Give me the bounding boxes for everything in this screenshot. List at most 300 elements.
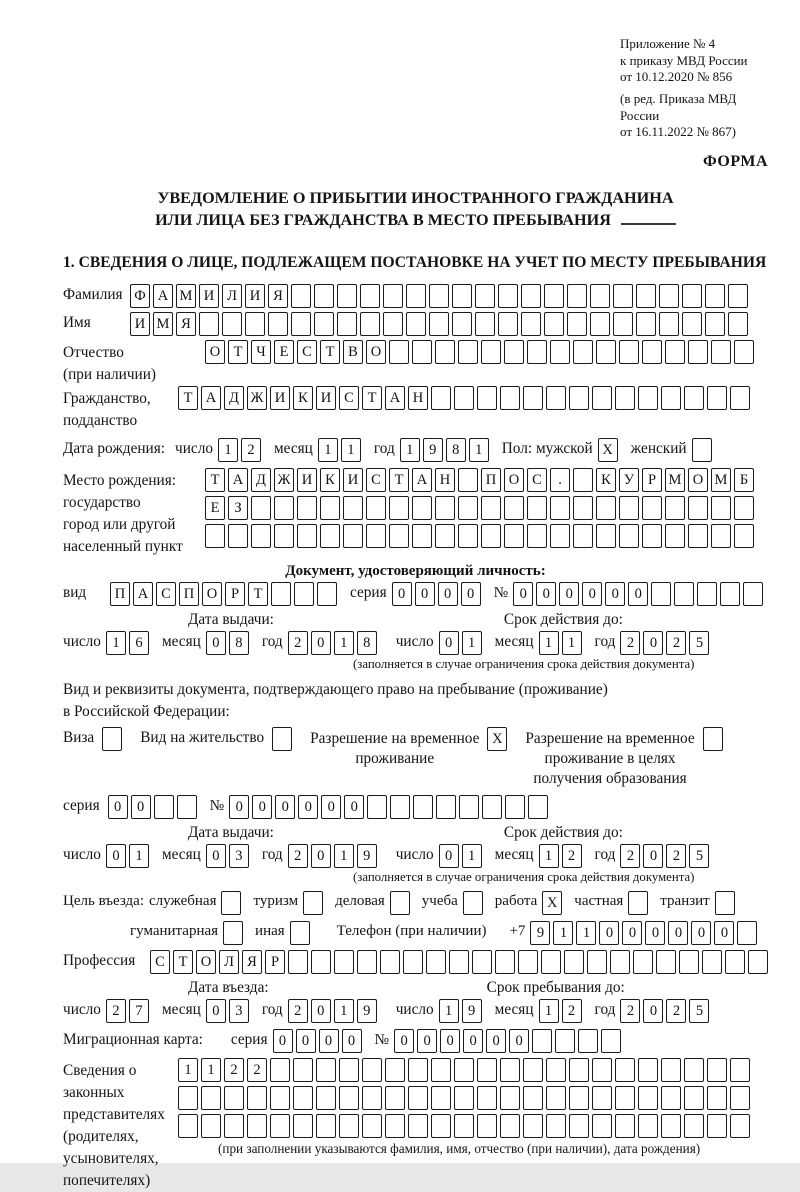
visa-checkbox[interactable] [102,727,125,751]
title-underline [621,221,676,225]
char-box [573,468,593,492]
char-box [454,386,474,410]
char-box: 0 [486,1029,506,1053]
char-box [615,1114,635,1138]
char-box: 1 [201,1058,221,1082]
profession-label: Профессия [63,952,136,970]
char-box: И [270,386,290,410]
firstname-field[interactable] [130,312,751,336]
char-box [636,284,656,308]
char-box: 5 [689,631,709,655]
char-box [610,950,630,974]
char-box [431,386,451,410]
char-box: 1 [469,438,489,462]
purpose-transit-checkbox[interactable] [715,891,738,915]
char-box [615,386,635,410]
char-box: А [385,386,405,410]
residence-series-field[interactable] [108,795,200,819]
purpose-tourism-checkbox[interactable] [303,891,326,915]
citizenship-label: Гражданство, подданство [63,390,151,430]
char-box: 1 [129,844,149,868]
stay-until-date: число 1 9 месяц 1 2 год 2 0 2 5 [396,999,713,1023]
char-box: М [153,312,173,336]
char-box [592,1058,612,1082]
char-box: 2 [288,999,308,1023]
char-box: Ф [130,284,150,308]
char-box [314,312,334,336]
char-box [316,1058,336,1082]
surname-label: Фамилия [63,286,123,304]
char-box: Р [265,950,285,974]
purpose-row-2: гуманитарная иная Телефон (при наличии) +7 9 1 1 0 0 0 0 0 0 [63,921,768,945]
char-box: 2 [666,844,686,868]
char-box [748,950,768,974]
char-box [270,1086,290,1110]
char-box: 0 [438,582,458,606]
char-box [317,582,337,606]
char-box: Т [248,582,268,606]
char-box: 2 [247,1058,267,1082]
char-box [590,312,610,336]
char-box: С [527,468,547,492]
char-box [665,340,685,364]
char-box [541,950,561,974]
doc-number-label: № [493,584,509,602]
entry-month-field[interactable] [206,999,252,1023]
char-box [406,312,426,336]
char-box [408,1086,428,1110]
char-box [271,582,291,606]
char-box: 1 [439,999,459,1023]
stay-month-field[interactable] [539,999,585,1023]
char-box: Н [408,386,428,410]
residence-issue-day[interactable] [106,844,152,868]
char-box [688,496,708,520]
char-box: 0 [206,999,226,1023]
title-line-2: ИЛИ ЛИЦА БЕЗ ГРАЖДАНСТВА В МЕСТО ПРЕБЫВАНИЯ [63,209,768,232]
char-box [389,524,409,548]
char-box: 2 [620,631,640,655]
stay-year-field[interactable] [620,999,712,1023]
char-box [291,312,311,336]
char-box: 2 [288,631,308,655]
title-line-1: УВЕДОМЛЕНИЕ О ПРИБЫТИИ ИНОСТРАННОГО ГРАЖДАНИНА [157,188,674,207]
char-box [293,1058,313,1082]
char-box [177,795,197,819]
char-box [546,386,566,410]
char-box [711,340,731,364]
char-box [320,496,340,520]
char-box: О [366,340,386,364]
char-box [274,524,294,548]
char-box: Я [268,284,288,308]
char-box: Ч [251,340,271,364]
char-box: 5 [689,999,709,1023]
char-box [360,312,380,336]
temp-permit-checkbox[interactable] [487,727,510,751]
doc-series-label: серия [350,584,387,602]
char-box: 0 [461,582,481,606]
char-box [367,795,387,819]
char-box [730,1058,750,1082]
char-box [245,312,265,336]
birth-place-field-3[interactable] [205,524,757,548]
residence-valid-day[interactable] [439,844,485,868]
char-box: Т [178,386,198,410]
char-box [569,386,589,410]
char-box [684,386,704,410]
birth-place-field-2[interactable] [205,496,757,520]
char-box [587,950,607,974]
char-box: 0 [599,921,619,945]
char-box [224,1086,244,1110]
char-box [383,284,403,308]
char-box: А [228,468,248,492]
char-box [638,386,658,410]
representatives-note: (при заполнении указываются фамилия, имя, отчество (при наличии), дата рождения) [218,1141,701,1157]
purpose-official-checkbox[interactable] [221,891,244,915]
char-box: Я [242,950,262,974]
valid-month-field[interactable] [539,631,585,655]
char-box: И [199,284,219,308]
char-box [228,524,248,548]
char-box [385,1086,405,1110]
entry-date: число 2 7 месяц 0 3 год 2 0 1 9 [63,999,380,1023]
issue-date-label: Дата выдачи: [188,611,274,629]
char-box [178,1086,198,1110]
char-box: 9 [357,844,377,868]
birth-place-label: Место рождения: государство город или другой населенный пункт [63,472,183,556]
residence-number-field[interactable] [229,795,551,819]
char-box [343,496,363,520]
char-box [707,1086,727,1110]
char-box [362,1114,382,1138]
char-box: Т [320,340,340,364]
char-box: К [293,386,313,410]
char-box [697,582,717,606]
char-box [178,1114,198,1138]
char-box: Т [362,386,382,410]
purpose-humanitarian-checkbox[interactable] [223,921,246,945]
purpose-private-checkbox[interactable] [628,891,651,915]
char-box [362,1086,382,1110]
migration-number-field[interactable] [394,1029,624,1053]
residence-valid-month[interactable] [539,844,585,868]
char-box [573,340,593,364]
char-box [247,1086,267,1110]
char-box [642,524,662,548]
appendix-line: к приказу МВД России [620,52,748,68]
char-box [527,340,547,364]
char-box: Я [176,312,196,336]
issue-year-field[interactable] [288,631,380,655]
char-box: 1 [218,438,238,462]
char-box [518,950,538,974]
identity-doc-heading: Документ, удостоверяющий личность: [285,563,546,580]
identity-dates-row [63,631,768,655]
identity-dates-head [63,611,768,629]
birth-year-field[interactable] [400,438,492,462]
representatives-field-1[interactable] [178,1058,753,1082]
char-box [274,496,294,520]
female-checkbox[interactable] [692,438,715,462]
char-box: 2 [224,1058,244,1082]
purpose-study-checkbox[interactable] [463,891,486,915]
char-box [682,284,702,308]
char-box: 3 [229,844,249,868]
char-box [293,1086,313,1110]
purpose-work-checkbox[interactable] [542,891,565,915]
char-box: 9 [357,999,377,1023]
char-box: 2 [562,999,582,1023]
char-box [454,1086,474,1110]
char-box [459,795,479,819]
doc-kind-field[interactable] [110,582,340,606]
birth-place-field-1[interactable] [205,468,757,492]
char-box [475,284,495,308]
representatives-label: Сведения о законных представителях (родителях, усыновителях, попечителях) [63,1062,165,1190]
char-box: 1 [539,999,559,1023]
residence-issue-date: число 0 1 месяц 0 3 год 2 0 1 9 [63,844,380,868]
char-box: 1 [178,1058,198,1082]
appendix-line: Приложение № 4 [620,36,716,51]
char-box: 0 [344,795,364,819]
char-box [550,340,570,364]
char-box: 1 [334,844,354,868]
stay-day-field[interactable] [439,999,485,1023]
char-box [638,1086,658,1110]
char-box [596,340,616,364]
char-box [454,1114,474,1138]
char-box [268,312,288,336]
profession-field[interactable] [150,950,771,974]
char-box: 0 [559,582,579,606]
char-box: 0 [321,795,341,819]
residence-issue-month[interactable] [206,844,252,868]
char-box: О [202,582,222,606]
char-box: М [665,468,685,492]
char-box [567,312,587,336]
char-box: Е [274,340,294,364]
char-box [544,312,564,336]
char-box [661,386,681,410]
char-box [734,496,754,520]
char-box: 0 [536,582,556,606]
char-box: Т [173,950,193,974]
issue-month-field[interactable] [206,631,252,655]
char-box [523,1086,543,1110]
char-box [458,340,478,364]
char-box: 0 [342,1029,362,1053]
residence-permit-checkbox[interactable] [272,727,295,751]
valid-year-field[interactable] [620,631,712,655]
char-box: 1 [539,631,559,655]
char-box [569,1086,589,1110]
char-box: Р [642,468,662,492]
char-box: Ж [274,468,294,492]
representatives-field-2[interactable] [178,1086,753,1110]
char-box: И [343,468,363,492]
sex-male-label: Пол: мужской [501,440,593,458]
char-box: 5 [689,844,709,868]
char-box: 0 [440,1029,460,1053]
char-box [290,921,310,945]
phone-field[interactable] [530,921,760,945]
char-box [201,1086,221,1110]
valid-day-field[interactable] [439,631,485,655]
migration-card-label: Миграционная карта: [63,1031,203,1049]
char-box: П [481,468,501,492]
char-box [707,386,727,410]
char-box: 8 [446,438,466,462]
migration-card-row [63,1029,768,1053]
entry-year-field[interactable] [288,999,380,1023]
char-box [523,1114,543,1138]
char-box [102,727,122,751]
citizenship-field[interactable] [178,386,753,410]
char-box [546,1058,566,1082]
month-word: месяц [273,440,313,458]
temp-permit-option: Разрешение на временное проживание X [310,727,510,769]
char-box [638,1058,658,1082]
entry-day-field[interactable] [106,999,152,1023]
char-box: 9 [423,438,443,462]
char-box [389,340,409,364]
char-box: 3 [229,999,249,1023]
char-box [679,950,699,974]
firstname-row [63,312,768,336]
residence-issue-year[interactable] [288,844,380,868]
validity-note: (заполняется в случае ограничения срока действия документа) [353,657,695,672]
char-box: В [343,340,363,364]
char-box [504,340,524,364]
char-box [684,1086,704,1110]
surname-field[interactable] [130,284,751,308]
char-box [651,582,671,606]
char-box [638,1114,658,1138]
char-box: X [598,438,618,462]
representatives-row [63,1058,768,1192]
char-box: 0 [605,582,625,606]
char-box [270,1114,290,1138]
purpose-row-1: Цель въезда: служебная туризм деловая учеба работа X частная транзит [63,891,768,915]
char-box: X [542,891,562,915]
entry-dates-head: Дата въезда: Срок пребывания до: [188,979,625,997]
migration-series-field[interactable] [273,1029,365,1053]
char-box: 2 [666,999,686,1023]
char-box: 6 [129,631,149,655]
char-box [619,524,639,548]
char-box [619,340,639,364]
char-box [481,496,501,520]
char-box [615,1086,635,1110]
char-box: . [550,468,570,492]
char-box: И [130,312,150,336]
char-box [573,496,593,520]
identity-valid-date: число 0 1 месяц 1 1 год 2 0 2 5 [396,631,713,655]
char-box [481,524,501,548]
char-box: С [297,340,317,364]
char-box [431,1086,451,1110]
birth-day-field[interactable] [218,438,264,462]
patronymic-field[interactable] [205,340,757,364]
char-box: 0 [108,795,128,819]
char-box: 0 [311,844,331,868]
char-box [544,284,564,308]
residence-doc-intro: Вид и реквизиты документа, подтверждающего право на пребывание (проживание) в Российской Федерации: [63,681,608,721]
char-box [730,1114,750,1138]
char-box [435,524,455,548]
page-title [63,187,768,232]
male-checkbox[interactable] [598,438,621,462]
char-box [224,1114,244,1138]
purpose-business-checkbox[interactable] [390,891,413,915]
char-box [546,1086,566,1110]
char-box: Т [205,468,225,492]
char-box [569,1058,589,1082]
char-box [707,1058,727,1082]
char-box: Ж [247,386,267,410]
char-box: 0 [513,582,533,606]
doc-series-field[interactable] [392,582,484,606]
char-box [684,1114,704,1138]
edu-permit-checkbox[interactable] [703,727,726,751]
char-box: 1 [400,438,420,462]
char-box: С [366,468,386,492]
char-box: А [153,284,173,308]
char-box [500,1086,520,1110]
char-box [578,1029,598,1053]
char-box [412,524,432,548]
char-box [380,950,400,974]
char-box [734,524,754,548]
char-box [429,312,449,336]
char-box [500,1058,520,1082]
char-box [477,1058,497,1082]
char-box [385,1114,405,1138]
char-box [251,524,271,548]
char-box [688,340,708,364]
char-box: 9 [530,921,550,945]
purpose-other-checkbox[interactable] [290,921,313,945]
char-box [339,1058,359,1082]
char-box: 1 [553,921,573,945]
char-box [431,1114,451,1138]
representatives-field-3[interactable] [178,1114,753,1138]
valid-until-label: Срок действия до: [503,611,623,629]
char-box [339,1086,359,1110]
char-box [435,340,455,364]
char-box: О [504,468,524,492]
doc-number-field[interactable] [513,582,766,606]
residence-valid-year[interactable] [620,844,712,868]
birth-month-field[interactable] [318,438,364,462]
char-box [613,284,633,308]
char-box: 0 [417,1029,437,1053]
char-box [337,312,357,336]
visa-option: Виза [63,727,125,751]
char-box: 0 [645,921,665,945]
char-box: К [596,468,616,492]
char-box [435,496,455,520]
char-box [527,524,547,548]
firstname-label: Имя [63,314,91,332]
char-box [688,524,708,548]
issue-day-field[interactable] [106,631,152,655]
char-box [408,1114,428,1138]
char-box [573,524,593,548]
char-box: 2 [666,631,686,655]
